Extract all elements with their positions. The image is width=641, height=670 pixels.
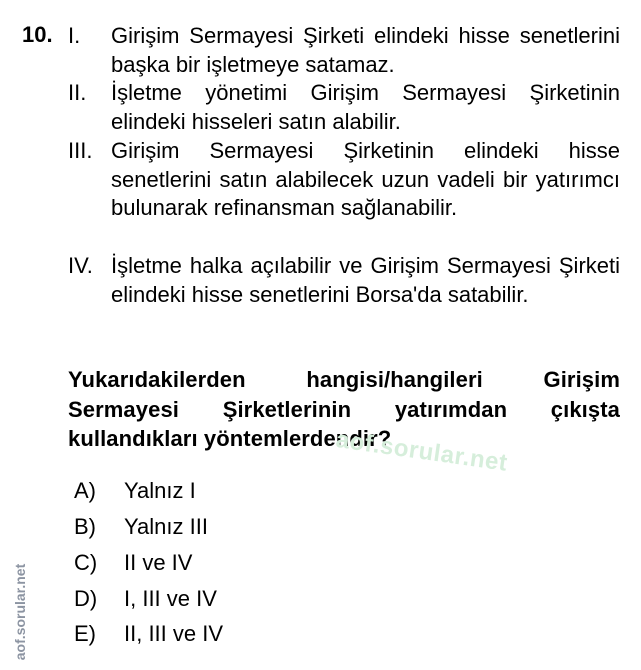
statement-roman: I.	[68, 23, 81, 48]
statement-4	[68, 252, 620, 309]
statement-3	[68, 137, 620, 223]
option-d[interactable]	[74, 586, 217, 612]
option-e[interactable]	[74, 621, 223, 647]
option-b[interactable]	[74, 514, 208, 540]
watermark-side: aof.sorular.net	[12, 563, 28, 661]
question-number: 10.	[22, 22, 53, 47]
option-c[interactable]	[74, 550, 192, 576]
option-text: II ve IV	[124, 550, 193, 575]
option-letter: D)	[74, 586, 98, 611]
option-text: Yalnız III	[124, 514, 208, 539]
option-text: Yalnız I	[124, 478, 196, 503]
statement-roman: IV.	[68, 253, 93, 278]
statement-text: İşletme yönetimi Girişim Sermayesi Şirketinin elindeki hisseleri satın alabilir.	[111, 80, 620, 134]
option-letter: B)	[74, 514, 96, 539]
statement-1	[68, 22, 620, 79]
watermark-center: aof.sorular.net	[334, 426, 510, 477]
option-letter: E)	[74, 621, 96, 646]
statement-text: İşletme halka açılabilir ve Girişim Sermayesi Şirketi elindeki hisse senetlerini Borsa'da satabilir.	[111, 253, 620, 307]
statement-roman: III.	[68, 138, 93, 163]
option-letter: C)	[74, 550, 98, 575]
option-a[interactable]	[74, 478, 196, 504]
statement-text: Girişim Sermayesi Şirketinin elindeki hisse senetlerini satın alabilecek uzun vadeli bir yatırımcı bulunarak refinansman sağlanabilir.	[111, 138, 620, 220]
statement-2	[68, 79, 620, 136]
statement-text: Girişim Sermayesi Şirketi elindeki hisse senetlerini başka bir işletmeye satamaz.	[111, 23, 620, 77]
statement-roman: II.	[68, 80, 87, 105]
question-stem: Yukarıdakilerden hangisi/hangileri Girişim Sermayesi Şirketlerinin yatırımdan çıkışta kullandıkları yöntemlerdendir?	[68, 367, 620, 451]
option-text: II, III ve IV	[124, 621, 224, 646]
option-letter: A)	[74, 478, 96, 503]
option-text: I, III ve IV	[124, 586, 217, 611]
